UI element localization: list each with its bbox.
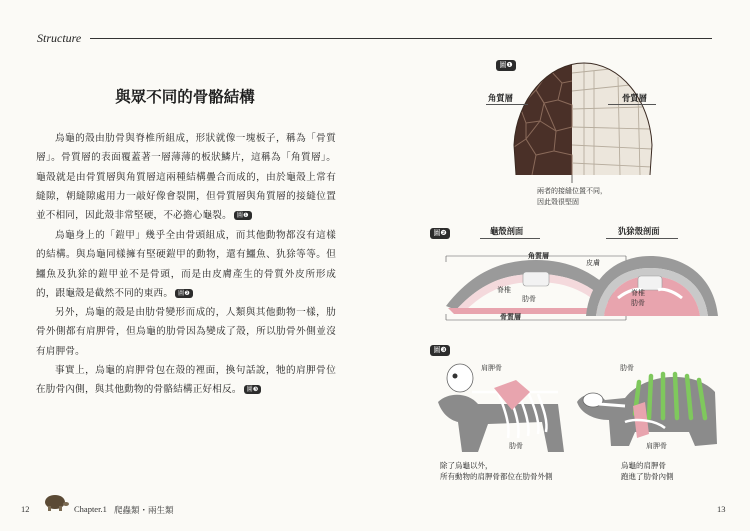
label-rib-turtle-fig3: 肋骨	[620, 364, 634, 372]
figure-ref-3: 圖❸	[244, 385, 262, 394]
paragraph-2-text: 烏龜身上的「鎧甲」幾乎全由骨頭組成，而其他動物都沒有這樣的結構。與烏龜同樣擁有堅硬鎧甲的動物，還有鱷魚、犰狳等等。但鱷魚及犰狳的鎧甲並不是骨頭，而是由皮膚產生的骨質外皮所形成的，跟龜殼是截然不同的東西。	[36, 230, 336, 299]
paragraph-1	[36, 129, 336, 225]
turtle-icon	[40, 490, 70, 512]
label-scapula-human: 肩胛骨	[481, 364, 502, 372]
label-horny-layer: 角質層	[488, 93, 513, 103]
figure-ref-2: 圖❷	[175, 289, 193, 298]
shell-cross-section-illustration	[438, 246, 728, 332]
footer-chapter: Chapter.1	[74, 504, 107, 514]
paragraph-4-text: 事實上，烏龜的肩胛骨包在殼的裡面，換句話說，牠的肩胛骨位在肋骨內側，與其他動物的骨骼結構正好相反。	[36, 365, 336, 396]
figure-2-title-turtle: 龜殼剖面	[490, 226, 524, 236]
paragraph-3	[36, 303, 336, 361]
page-heading: 與眾不同的骨骼結構	[115, 88, 255, 106]
figure-1-caption-line1: 兩者的接縫位置不同，	[537, 187, 607, 195]
label-spine-armadillo: 脊椎	[631, 289, 645, 297]
page-number-right: 13	[717, 504, 726, 514]
figure-3-caption-right-line2: 跑進了肋骨內側	[621, 472, 674, 481]
figure-3-badge: 圖❸	[430, 345, 450, 356]
label-spine-turtle: 脊椎	[497, 286, 511, 294]
paragraph-2	[36, 226, 336, 303]
label-bony-layer: 骨質層	[622, 93, 647, 103]
label-rib-human: 肋骨	[509, 442, 523, 450]
figure-3-caption-left-line2: 所有動物的肩胛骨都位在肋骨外側	[440, 472, 553, 481]
header-rule	[90, 38, 712, 39]
label-bony-layer-2: 骨質層	[500, 313, 521, 321]
human-skeleton-illustration	[438, 362, 578, 454]
figure-3-caption-left-line1: 除了烏龜以外，	[440, 461, 493, 470]
turtle-shell-illustration	[500, 55, 670, 185]
figure-3-caption-right-line1: 烏龜的肩胛骨	[621, 461, 666, 470]
figure-1-caption-line2: 因此殼很堅固	[537, 198, 579, 206]
label-rib-armadillo: 肋骨	[631, 299, 645, 307]
footer-chapter-title: 爬蟲類・兩生類	[114, 505, 174, 515]
figure-1-badge: 圖❶	[496, 60, 516, 71]
figure-2-title-armadillo: 犰狳殼剖面	[618, 226, 660, 236]
paragraph-3-text: 另外，烏龜的殼是由肋骨變形而成的，人類與其他動物一樣，肋骨外側都有肩胛骨，但烏龜的肋骨因為變成了殼，所以肋骨外側並沒有肩胛骨。	[36, 307, 336, 357]
label-horny-layer-2: 角質層	[528, 252, 549, 260]
label-skin: 皮膚	[586, 259, 600, 267]
paragraph-1-text: 烏龜的殼由肋骨與脊椎所組成，形狀就像一塊板子，稱為「骨質層」。骨質層的表面覆蓋著一層薄薄的板狀鱗片，這稱為「角質層」。龜殼就是由骨質層與角質層這兩種結構疊合而成的，由於龜殼上常有縫隙，朝縫隙處用力一敲好像會裂開，但骨質層與角質層的接縫位置並不相同，因此殼非常堅硬，不必擔心龜裂。	[36, 133, 336, 222]
paragraph-4	[36, 361, 336, 400]
figure-2-badge: 圖❷	[430, 228, 450, 239]
page-number-left: 12	[21, 504, 30, 514]
section-label: Structure	[37, 31, 82, 45]
label-scapula-turtle: 肩胛骨	[646, 442, 667, 450]
figure-ref-1: 圖❶	[234, 211, 252, 220]
label-rib-turtle: 肋骨	[522, 295, 536, 303]
